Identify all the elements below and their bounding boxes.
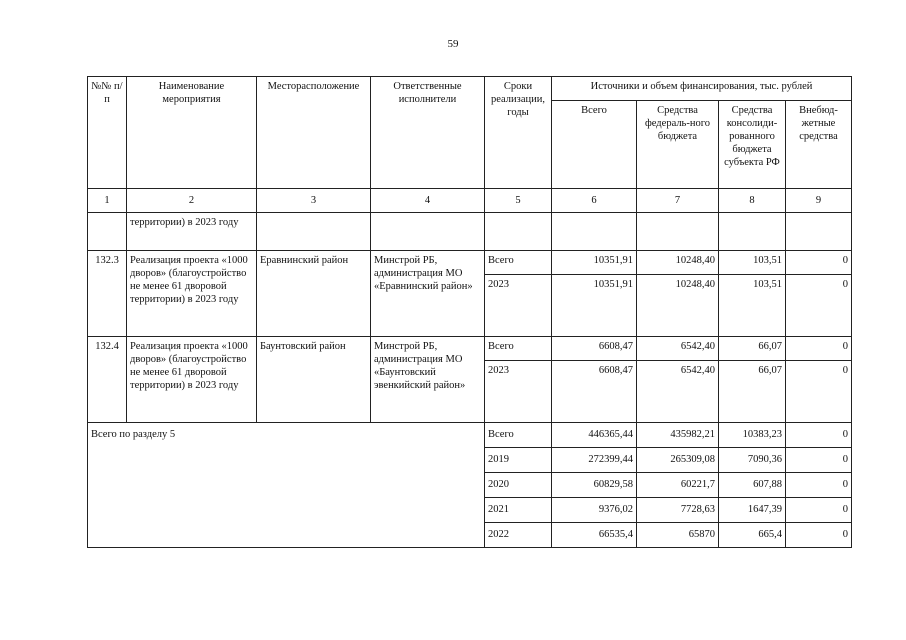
col-index: 5 <box>485 189 552 213</box>
header-executors: Ответственные исполнители <box>371 77 485 189</box>
total-federal: 60221,7 <box>637 473 719 498</box>
total-federal: 265309,08 <box>637 448 719 473</box>
item-consolidated: 103,51 <box>719 275 786 337</box>
header-name: Наименование мероприятия <box>127 77 257 189</box>
item-total: 10351,91 <box>552 275 637 337</box>
item-name: Реализация проекта «1000 дворов» (благоустройство не менее 61 дворовой территории) в 2023 году <box>127 251 257 337</box>
item-location: Еравнинский район <box>257 251 371 337</box>
header-consolidated: Средства консолиди-рованного бюджета субъекта РФ <box>719 101 786 189</box>
total-extra: 0 <box>786 423 852 448</box>
total-extra: 0 <box>786 448 852 473</box>
total-total: 272399,44 <box>552 448 637 473</box>
total-consolidated: 665,4 <box>719 523 786 548</box>
item-federal: 6542,40 <box>637 361 719 423</box>
item-term: 2023 <box>485 361 552 423</box>
continuation-name: территории) в 2023 году <box>127 213 257 251</box>
col-index: 1 <box>88 189 127 213</box>
header-funding: Источники и объем финансирования, тыс. рублей <box>552 77 852 101</box>
item-federal: 10248,40 <box>637 275 719 337</box>
col-index: 9 <box>786 189 852 213</box>
item-term: 2023 <box>485 275 552 337</box>
funding-table <box>87 76 852 548</box>
total-term: 2020 <box>485 473 552 498</box>
item-extra: 0 <box>786 251 852 275</box>
item-extra: 0 <box>786 275 852 337</box>
item-total: 10351,91 <box>552 251 637 275</box>
item-consolidated: 103,51 <box>719 251 786 275</box>
item-num: 132.4 <box>88 337 127 423</box>
item-location: Баунтовский район <box>257 337 371 423</box>
item-name: Реализация проекта «1000 дворов» (благоустройство не менее 61 дворовой территории) в 2023 году <box>127 337 257 423</box>
total-federal: 7728,63 <box>637 498 719 523</box>
item-executors: Минстрой РБ, администрация МО «Баунтовский эвенкийский район» <box>371 337 485 423</box>
item-extra: 0 <box>786 337 852 361</box>
header-location: Месторасположение <box>257 77 371 189</box>
total-total: 60829,58 <box>552 473 637 498</box>
continuation-row <box>88 213 852 251</box>
total-extra: 0 <box>786 473 852 498</box>
item-total: 6608,47 <box>552 361 637 423</box>
header-num: №№ п/п <box>88 77 127 189</box>
col-index: 2 <box>127 189 257 213</box>
item-num: 132.3 <box>88 251 127 337</box>
total-federal: 435982,21 <box>637 423 719 448</box>
total-total: 66535,4 <box>552 523 637 548</box>
total-consolidated: 1647,39 <box>719 498 786 523</box>
total-federal: 65870 <box>637 523 719 548</box>
total-extra: 0 <box>786 523 852 548</box>
item-term: Всего <box>485 251 552 275</box>
total-term: Всего <box>485 423 552 448</box>
item-executors: Минстрой РБ, администрация МО «Еравнинский район» <box>371 251 485 337</box>
item-federal: 10248,40 <box>637 251 719 275</box>
page-number: 59 <box>447 38 459 50</box>
total-extra: 0 <box>786 498 852 523</box>
item-extra: 0 <box>786 361 852 423</box>
section-total-row <box>88 423 852 448</box>
col-index: 8 <box>719 189 786 213</box>
col-index: 3 <box>257 189 371 213</box>
total-term: 2022 <box>485 523 552 548</box>
total-total: 9376,02 <box>552 498 637 523</box>
item-consolidated: 66,07 <box>719 337 786 361</box>
header-extra: Внебюд-жетные средства <box>786 101 852 189</box>
header-total: Всего <box>552 101 637 189</box>
col-index: 6 <box>552 189 637 213</box>
col-index: 4 <box>371 189 485 213</box>
total-term: 2021 <box>485 498 552 523</box>
item-term: Всего <box>485 337 552 361</box>
header-federal: Средства федераль-ного бюджета <box>637 101 719 189</box>
total-total: 446365,44 <box>552 423 637 448</box>
item-total: 6608,47 <box>552 337 637 361</box>
table-row <box>88 337 852 361</box>
item-consolidated: 66,07 <box>719 361 786 423</box>
table-row <box>88 251 852 275</box>
total-consolidated: 10383,23 <box>719 423 786 448</box>
total-term: 2019 <box>485 448 552 473</box>
col-index: 7 <box>637 189 719 213</box>
item-federal: 6542,40 <box>637 337 719 361</box>
column-index-row <box>88 189 852 213</box>
section-total-label: Всего по разделу 5 <box>88 423 485 548</box>
total-consolidated: 7090,36 <box>719 448 786 473</box>
total-consolidated: 607,88 <box>719 473 786 498</box>
header-terms: Сроки реализации, годы <box>485 77 552 189</box>
